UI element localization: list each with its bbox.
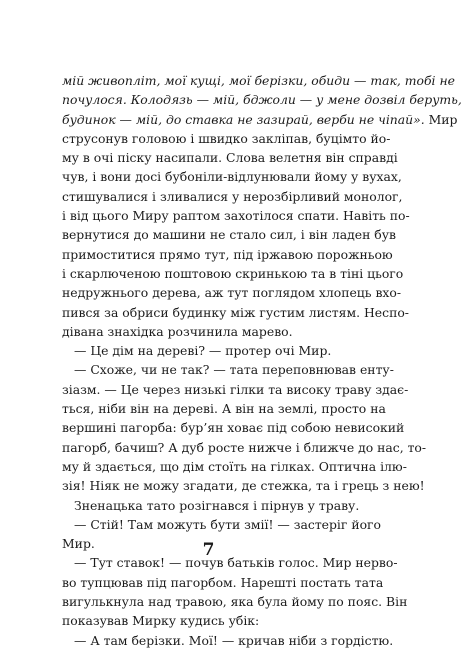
text-line	[62, 360, 394, 379]
text-line	[62, 245, 393, 264]
text-line-content: зія! Ніяк не можу згадати, де стежка, та і грець з нею!	[62, 478, 425, 494]
text-line	[62, 515, 381, 534]
text-line-content: му в очі піску насипали. Слова велетня він справді	[62, 150, 398, 166]
text-line-content: Мир.	[62, 536, 95, 552]
text-line	[62, 148, 398, 167]
text-line-content: вигулькнула над травою, яка була йому по пояс. Він	[62, 594, 408, 610]
text-line-content: зіазм. — Це через низькі гілки та високу траву здає-	[62, 381, 409, 397]
text-line	[62, 631, 394, 650]
text-line-content: дівана знахідка розчинила марево.	[62, 323, 293, 339]
text-line	[62, 438, 427, 457]
text-line	[62, 380, 409, 399]
text-line-content: стишувалися і зливалися у нерозбірливий монолог,	[62, 188, 403, 204]
text-line-content: і скарлюченою поштовою скринькою та в тіні цього	[62, 265, 404, 281]
text-line-content: — Стій! Там можуть бути змії! — застеріг його	[74, 516, 381, 532]
text-line-content: ться, ніби він на дереві. А він на землі, просто на	[62, 401, 386, 417]
text-line-content: пагорб, бачиш? А дуб росте нижче і ближче до нас, то-	[62, 439, 427, 455]
text-line	[62, 476, 425, 495]
text-line	[62, 418, 405, 437]
text-line	[62, 399, 386, 418]
text-line	[62, 129, 391, 148]
text-line	[62, 303, 409, 322]
text-line	[62, 322, 362, 341]
text-line	[62, 167, 402, 186]
body-text	[62, 71, 462, 650]
text-line-content: пився за обриси будинку між густим листям. Неспо-	[62, 304, 409, 320]
text-line	[62, 341, 362, 360]
text-line-content: чув, і вони досі бубоніли-відлунювали йому у вухах,	[62, 169, 402, 185]
text-line-content: мій живопліт, мої кущі, мої берізки, обиди — так, тобі не	[62, 73, 455, 88]
text-line-content: і від цього Миру раптом захотілося спати. Навіть по-	[62, 208, 410, 224]
text-line	[62, 110, 458, 129]
text-line-content: показував Мирку кудись убік:	[62, 613, 260, 629]
text-line	[62, 187, 403, 206]
text-line-content: вершині пагорба: бур’ян ховає під собою невисокий	[62, 420, 405, 436]
text-line-tail: Мир	[424, 111, 458, 127]
text-line	[62, 611, 362, 630]
text-line-content: недружнього дерева, аж тут поглядом хлопець вхо-	[62, 285, 402, 301]
text-line-content: — А там берізки. Мої! — кричав ніби з гордістю.	[74, 632, 394, 648]
text-line-content: струсонув головою і швидко закліпав, буцімто йо-	[62, 130, 391, 146]
text-line-content: примоститися прямо тут, під іржавою порожньою	[62, 246, 393, 262]
text-line	[62, 457, 407, 476]
text-line	[62, 264, 404, 283]
text-line-content: будинок — мій, до ставка не зазирай, верби не чіпай».	[62, 111, 425, 127]
text-line	[62, 592, 408, 611]
page-number: 7	[202, 540, 215, 560]
text-line-content: — Тут ставок! — почув батьків голос. Мир нерво-	[74, 555, 398, 571]
text-line-content: му й здається, що дім стоїть на гілках. Оптична ілю-	[62, 458, 407, 474]
text-line-content: — Це дім на дереві? — протер очі Мир.	[74, 343, 332, 359]
text-line	[62, 283, 402, 302]
text-line-content: Зненацька тато розігнався і пірнув у траву.	[74, 497, 360, 513]
text-line-content: во тупцював під пагорбом. Нарешті постать тата	[62, 574, 384, 590]
text-line	[62, 206, 410, 225]
text-line-content: вернутися до машини не стало сил, і він ладен був	[62, 227, 396, 243]
text-line	[62, 225, 396, 244]
text-line	[62, 71, 455, 90]
text-line-content: почулося. Колодязь — мій, бджоли — у мене дозвіл беруть,	[62, 92, 462, 108]
text-line	[62, 90, 462, 109]
text-line-content: — Схоже, чи не так? — тата переповнював енту-	[74, 362, 394, 378]
text-line	[62, 573, 384, 592]
text-line	[62, 496, 362, 515]
